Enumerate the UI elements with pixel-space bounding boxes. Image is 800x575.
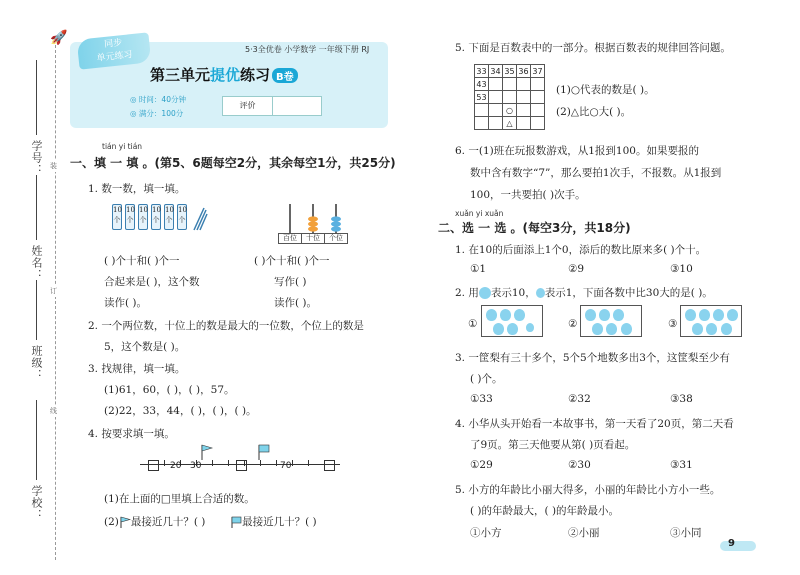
fruit-box-1 bbox=[481, 305, 543, 337]
q1-line2-right: 写作( ) bbox=[274, 276, 307, 288]
fruit-icon bbox=[507, 323, 518, 335]
q4-line2 bbox=[104, 514, 317, 529]
stick-bundle: 10个 bbox=[112, 204, 122, 230]
c4-opt3[interactable]: ③31 bbox=[670, 459, 693, 471]
student-no-line bbox=[36, 60, 37, 135]
time-info: ◎ 时间：40分钟 bbox=[130, 95, 186, 104]
fruit-icon bbox=[585, 309, 596, 321]
answer-box[interactable] bbox=[236, 460, 247, 471]
c4-line1: 4. 小华从头开始看一本故事书，第一天看了20页，第二天看 bbox=[455, 418, 734, 430]
fruit-box-2 bbox=[580, 305, 642, 337]
c2-opt1[interactable]: ① bbox=[468, 318, 478, 330]
section2-pinyin: xuǎn yi xuǎn bbox=[455, 209, 504, 218]
ten-fruit-icon bbox=[479, 287, 491, 299]
c1-opt1[interactable]: ①1 bbox=[470, 263, 487, 275]
fruit-icon bbox=[621, 323, 632, 335]
rocket-icon: 🚀 bbox=[50, 30, 68, 46]
score-field[interactable] bbox=[273, 97, 321, 115]
ribbon-line2: 单元练习 bbox=[96, 50, 134, 64]
score-box bbox=[222, 96, 322, 116]
c1-question: 1. 在10的后面添上1个0，添后的数比原来多( )个十。 bbox=[455, 244, 707, 256]
fruit-small-icon bbox=[526, 323, 534, 332]
abacus-ones: 个位 bbox=[329, 234, 343, 242]
ribbon-line1: 同步 bbox=[103, 38, 123, 50]
fruit-icon bbox=[692, 323, 703, 335]
r-q5-a1: (1)○代表的数是( )。 bbox=[556, 84, 655, 96]
answer-box[interactable] bbox=[148, 460, 159, 471]
grid-cell: 43 bbox=[476, 79, 487, 89]
r-q5-a2: (2)△比○大( )。 bbox=[556, 106, 632, 118]
c5-opt1[interactable]: ①小方 bbox=[470, 527, 502, 539]
cut-mark-zhuang: 装 bbox=[50, 162, 57, 170]
section2-title bbox=[438, 219, 631, 236]
cut-mark-xian: 线 bbox=[50, 407, 57, 415]
fruit-icon bbox=[514, 309, 525, 321]
q1-text: 1. 数一数，填一填。 bbox=[88, 183, 186, 195]
c2-q-part1: 2. 用 bbox=[455, 287, 479, 299]
q4-line1 bbox=[104, 491, 255, 506]
q4-line2-prefix: (2) bbox=[104, 516, 119, 528]
circle-icon: ○ bbox=[506, 105, 513, 115]
q4-line2-q2: 最接近几十？( ) bbox=[242, 516, 317, 528]
q4-title: 4. 按要求填一填。 bbox=[88, 428, 175, 440]
school-line bbox=[36, 400, 37, 480]
fruit-icon bbox=[706, 323, 717, 335]
title-prefix: 第三单元 bbox=[150, 66, 211, 84]
tick bbox=[260, 460, 261, 466]
fruit-icon bbox=[493, 323, 504, 335]
version-badge: B卷 bbox=[272, 68, 298, 83]
section2-heading: 二、选 一 选 。 bbox=[438, 221, 523, 235]
section1-desc: (第5、6题每空2分，其余每空1分，共25分) bbox=[154, 156, 396, 170]
c2-q-part2: 表示10， bbox=[490, 287, 536, 299]
c2-opt3[interactable]: ③ bbox=[668, 318, 678, 330]
abacus-rods-icon bbox=[278, 200, 348, 234]
fruit-box-3 bbox=[680, 305, 742, 337]
r-q5-title: 5. 下面是百数表中的一部分。根据百数表的规律回答问题。 bbox=[455, 42, 731, 54]
q1-line2-left: 合起来是( )，这个数 bbox=[104, 276, 200, 288]
q3-line2: (2)22，33，44，( )，( )，( )。 bbox=[104, 405, 257, 417]
stick-bundle: 10个 bbox=[125, 204, 135, 230]
tick bbox=[276, 460, 277, 466]
school-label: 学校： bbox=[30, 485, 43, 521]
grid-cell: 36 bbox=[518, 66, 529, 76]
fruit-icon bbox=[713, 309, 724, 321]
stick-bundle: 10个 bbox=[164, 204, 174, 230]
q4-line1-text: (1)在上面的□里填上合适的数。 bbox=[104, 493, 255, 505]
tick bbox=[212, 460, 213, 466]
flag-square-icon bbox=[257, 444, 271, 460]
tick bbox=[164, 460, 165, 466]
tick bbox=[292, 460, 293, 466]
q1-line3-right: 读作( )。 bbox=[274, 297, 318, 309]
page-title bbox=[150, 64, 298, 85]
label-20: 20 bbox=[170, 461, 182, 471]
name-line bbox=[36, 175, 37, 240]
class-label: 班级： bbox=[30, 345, 43, 381]
fruit-icon bbox=[486, 309, 497, 321]
fruit-icon bbox=[500, 309, 511, 321]
title-suffix: 练习 bbox=[240, 66, 271, 84]
title-highlight: 提优 bbox=[210, 66, 241, 84]
single-sticks-icon bbox=[192, 206, 208, 232]
cut-mark-ding: 订 bbox=[50, 287, 57, 295]
q2-line2: 5，这个数是( )。 bbox=[104, 341, 186, 353]
r-q6-line3: 100，一共要拍( )次手。 bbox=[470, 189, 586, 201]
c3-opt2[interactable]: ②32 bbox=[568, 393, 591, 405]
c4-opt2[interactable]: ②30 bbox=[568, 459, 591, 471]
q4-line2-q1: 最接近几十？( ) bbox=[130, 516, 206, 528]
abacus-base bbox=[278, 233, 348, 244]
counting-sticks bbox=[112, 204, 207, 240]
hundred-chart bbox=[474, 64, 545, 130]
class-line bbox=[36, 280, 37, 340]
fruit-icon bbox=[606, 323, 617, 335]
fruit-icon bbox=[592, 323, 603, 335]
tick bbox=[228, 460, 229, 466]
c5-line1: 5. 小方的年龄比小丽大得多，小丽的年龄比小方小一些。 bbox=[455, 484, 721, 496]
stick-bundle: 10个 bbox=[151, 204, 161, 230]
flag-icon bbox=[200, 444, 214, 460]
q3-title: 3. 找规律，填一填。 bbox=[88, 363, 186, 375]
c2-question bbox=[455, 285, 713, 300]
section1-pinyin: tián yi tián bbox=[102, 142, 143, 151]
abacus bbox=[278, 200, 348, 244]
grid-cell: 53 bbox=[476, 92, 487, 102]
tick bbox=[308, 460, 309, 466]
r-q6-line1: 6. 一(1)班在玩报数游戏，从1报到100。如果要报的 bbox=[455, 145, 699, 157]
name-label: 姓名： bbox=[30, 245, 43, 281]
score-label: 评价 bbox=[223, 97, 273, 115]
c2-opt2[interactable]: ② bbox=[568, 318, 578, 330]
section1-heading: 一、填 一 填 。 bbox=[70, 156, 155, 170]
student-no-label: 学号： bbox=[30, 140, 43, 176]
abacus-hundreds: 百位 bbox=[279, 234, 302, 243]
c1-opt3[interactable]: ③10 bbox=[670, 263, 693, 275]
c5-opt2[interactable]: ②小丽 bbox=[568, 527, 600, 539]
section1-title bbox=[70, 154, 396, 171]
fruit-icon bbox=[685, 309, 696, 321]
q1-line1-left: ( )个十和( )个一 bbox=[104, 255, 180, 267]
stick-bundle: 10个 bbox=[177, 204, 187, 230]
q3-line1: (1)61，60，( )，( )，57。 bbox=[104, 384, 235, 396]
abacus-tens: 十位 bbox=[302, 234, 325, 243]
c4-opt1[interactable]: ①29 bbox=[470, 459, 493, 471]
c1-opt2[interactable]: ②9 bbox=[568, 263, 585, 275]
triangle-icon: △ bbox=[506, 118, 513, 128]
label-30: 30 bbox=[190, 461, 202, 471]
label-70: 70 bbox=[280, 461, 292, 471]
fruit-icon bbox=[727, 309, 738, 321]
q1-line3-left: 读作( )。 bbox=[104, 297, 148, 309]
c2-q-part3: 表示1，下面各数中比30大的是( )。 bbox=[544, 287, 713, 299]
fruit-icon bbox=[613, 309, 624, 321]
c3-opt3[interactable]: ③38 bbox=[670, 393, 693, 405]
header-info: 5·3全优卷 小学数学 一年级下册 RJ bbox=[245, 45, 370, 54]
binding-strip bbox=[0, 0, 68, 575]
grid-cell: 34 bbox=[490, 66, 501, 76]
c3-line1: 3. 一筐梨有三十多个，5个5个地数多出3个，这筐梨至少有 bbox=[455, 352, 730, 364]
section2-desc: (每空3分，共18分) bbox=[522, 221, 631, 235]
flag-square-icon bbox=[230, 516, 242, 528]
q1-line1-right: ( )个十和( )个一 bbox=[254, 255, 330, 267]
r-q6-line2: 数中含有数字“7”，那么要拍1次手，不报数。从1报到 bbox=[470, 167, 722, 179]
grid-cell: 35 bbox=[504, 66, 515, 76]
one-fruit-icon bbox=[536, 288, 545, 298]
q1-title bbox=[88, 181, 185, 196]
fruit-icon bbox=[721, 323, 732, 335]
fruit-icon bbox=[599, 309, 610, 321]
page-number-deco bbox=[720, 541, 756, 551]
score-info: ◎ 满分：100分 bbox=[130, 109, 184, 118]
flag-icon bbox=[119, 516, 131, 528]
c5-opt3[interactable]: ③小同 bbox=[670, 527, 702, 539]
answer-box[interactable] bbox=[324, 460, 335, 471]
cut-line bbox=[55, 40, 56, 560]
grid-cell: 37 bbox=[532, 66, 543, 76]
c3-line2: ( )个。 bbox=[470, 373, 503, 385]
q2-line1: 2. 一个两位数，十位上的数是最大的一位数，个位上的数是 bbox=[88, 320, 364, 332]
stick-bundle: 10个 bbox=[138, 204, 148, 230]
c3-opt1[interactable]: ①33 bbox=[470, 393, 493, 405]
fruit-icon bbox=[699, 309, 710, 321]
grid-cell: 33 bbox=[476, 66, 487, 76]
c5-line2: ( )的年龄最大，( )的年龄最小。 bbox=[470, 505, 620, 517]
c4-line2: 了9页。第三天他要从第( )页看起。 bbox=[470, 439, 636, 451]
page-number: 9 bbox=[728, 538, 735, 549]
